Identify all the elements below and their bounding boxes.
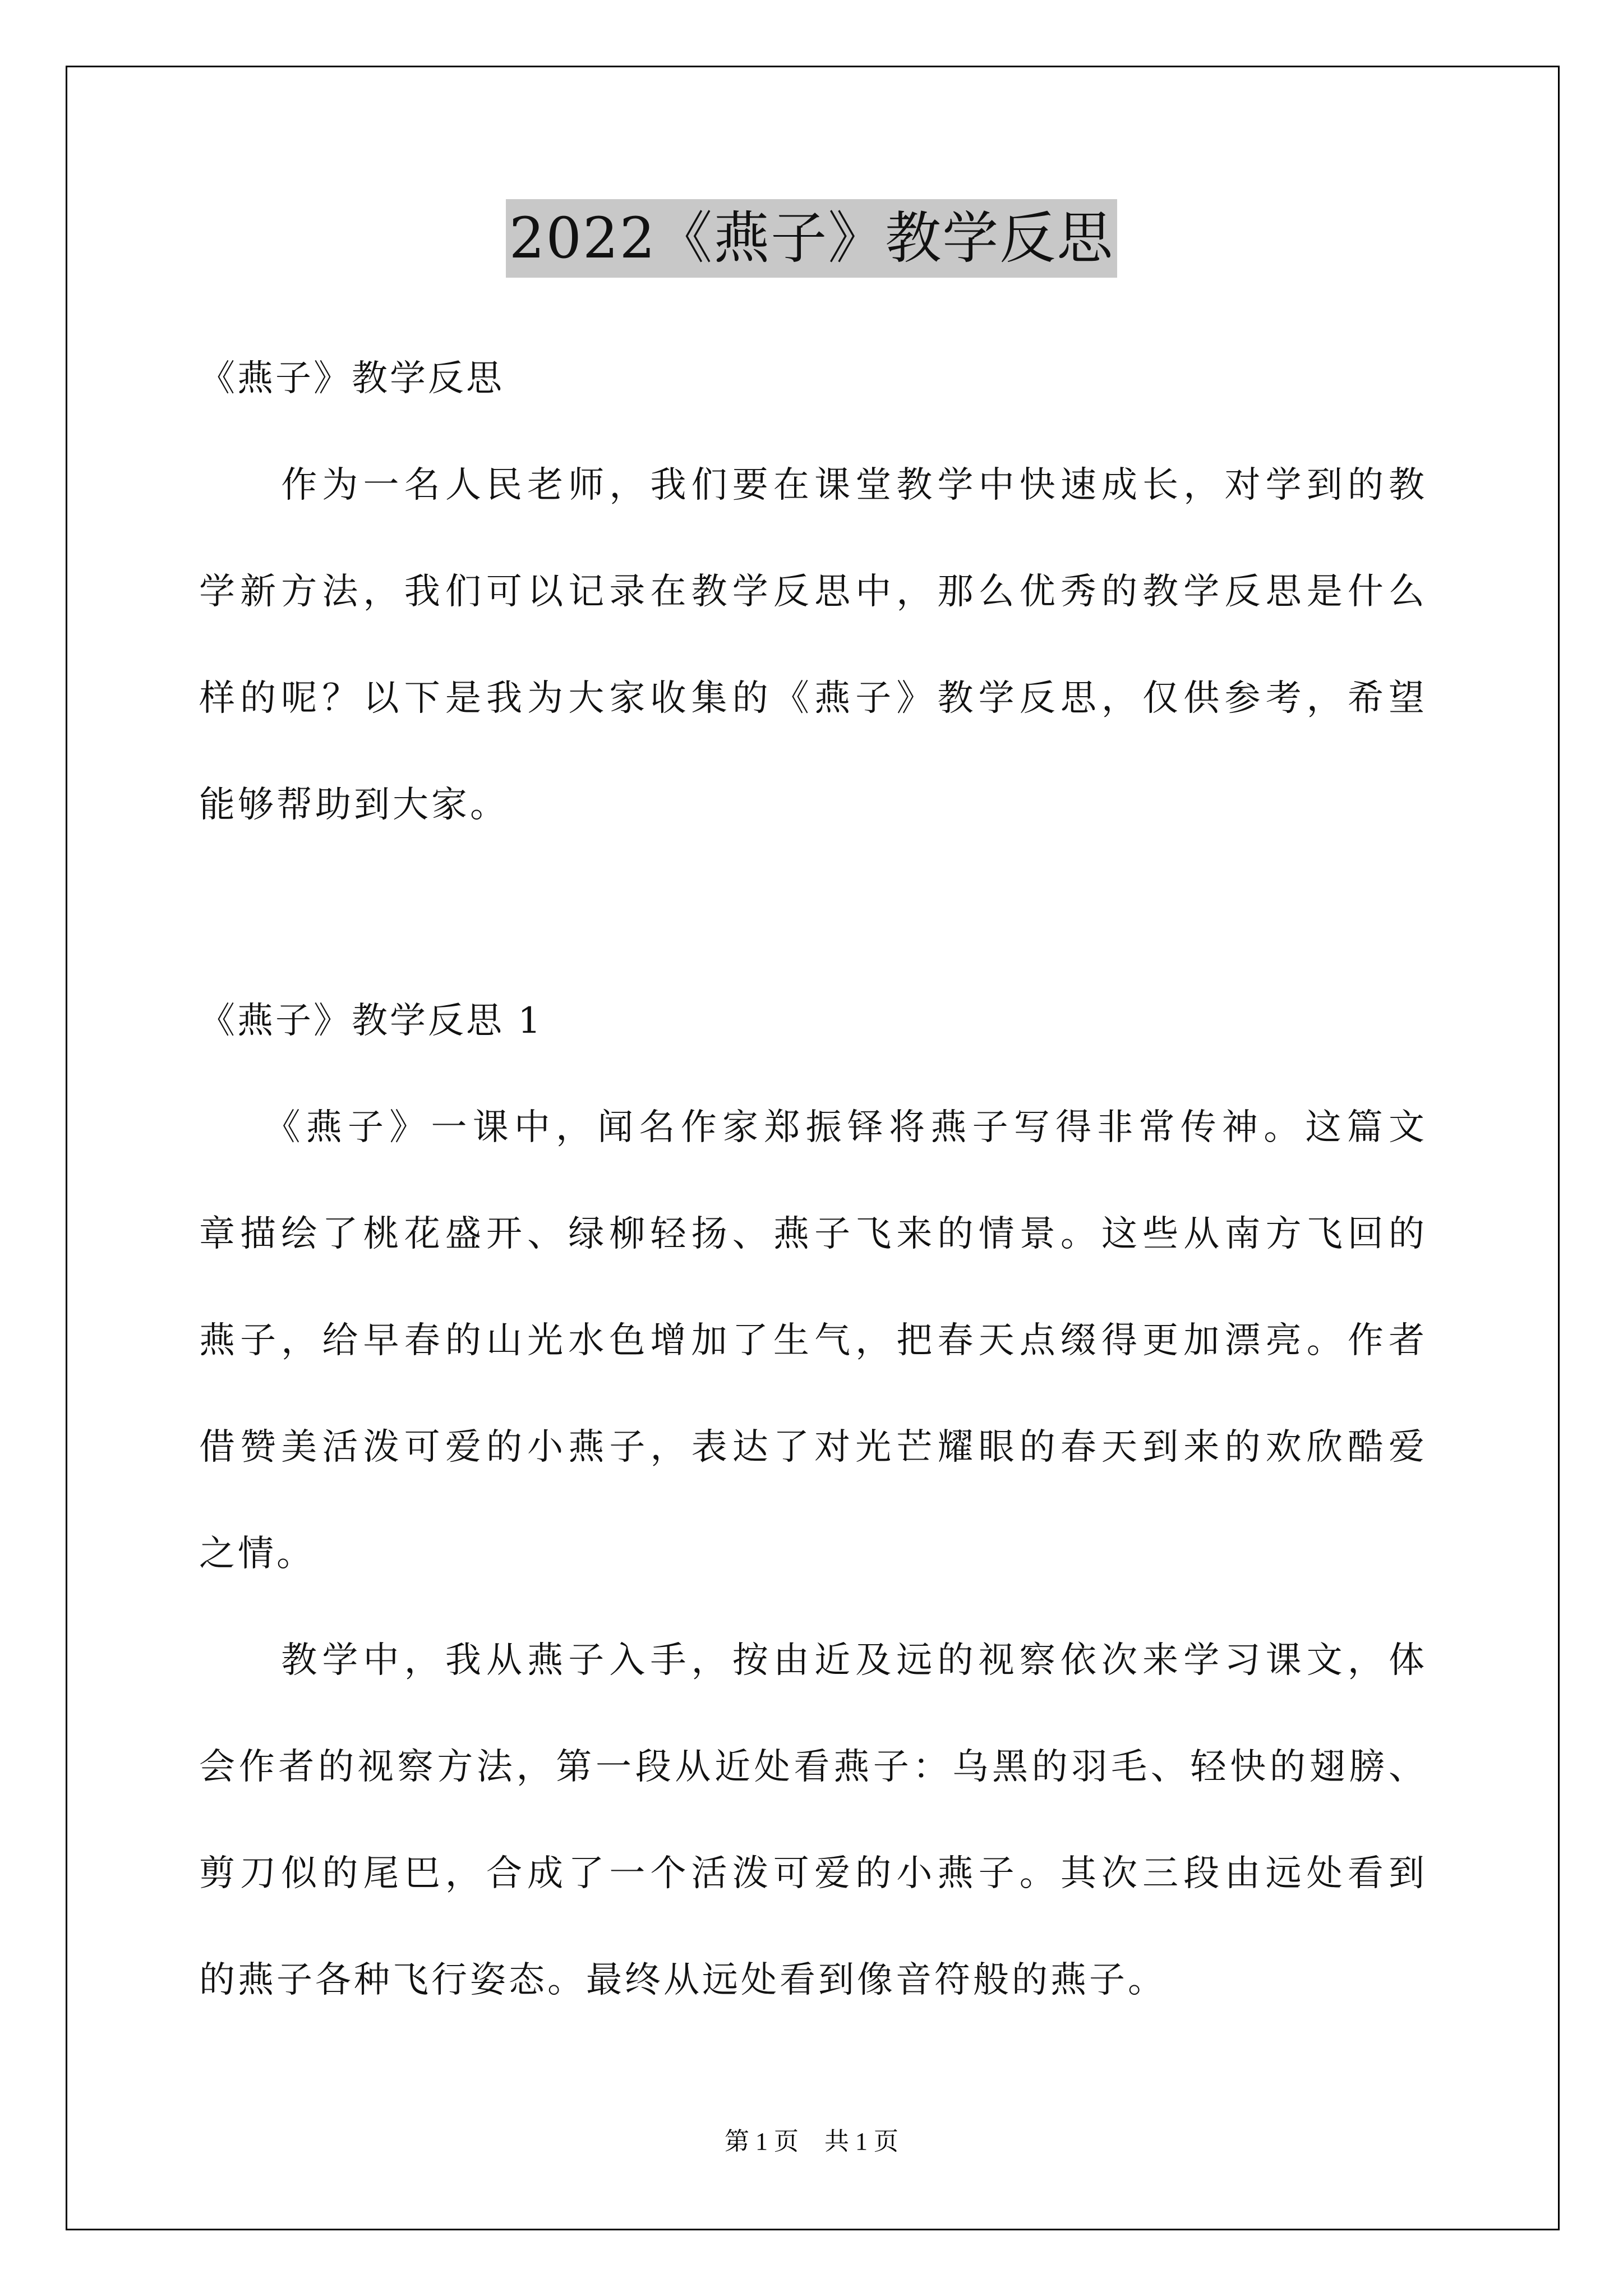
paragraph-line: 剪刀似的尾巴，合成了一个活泼可爱的小燕子。其次三段由远处看到	[199, 1853, 1427, 1894]
paragraph-1	[199, 1102, 1427, 1635]
paragraph-line: 章描绘了桃花盛开、绿柳轻扬、燕子飞来的情景。这些从南方飞回的	[199, 1213, 1427, 1255]
title-wrap	[0, 199, 1623, 278]
paragraph-line: 的燕子各种飞行姿态。最终从远处看到像音符般的燕子。	[199, 1959, 1166, 2001]
intro-paragraph	[199, 460, 1427, 886]
intro-line: 学新方法，我们可以记录在教学反思中，那么优秀的教学反思是什么	[199, 571, 1427, 613]
intro-line: 能够帮助到大家。	[199, 784, 509, 826]
document-title: 2022《燕子》教学反思	[506, 199, 1118, 278]
document-subtitle: 《燕子》教学反思	[199, 358, 504, 399]
page-number-current: 第 1 页	[725, 2128, 799, 2155]
intro-line: 样的呢？以下是我为大家收集的《燕子》教学反思，仅供参考，希望	[199, 678, 1427, 719]
paragraph-line: 燕子，给早春的山光水色增加了生气，把春天点缀得更加漂亮。作者	[199, 1320, 1427, 1361]
intro-line: 作为一名人民老师，我们要在课堂教学中快速成长，对学到的教	[199, 464, 1427, 506]
page-number-total: 共 1 页	[824, 2128, 898, 2155]
paragraph-2	[199, 1635, 1427, 2062]
page-footer	[0, 2125, 1623, 2159]
paragraph-line: 之情。	[199, 1533, 315, 1575]
section-heading: 《燕子》教学反思 1	[199, 1000, 543, 1042]
paragraph-line: 会作者的视察方法，第一段从近处看燕子：乌黑的羽毛、轻快的翅膀、	[199, 1746, 1427, 1788]
paragraph-line: 《燕子》一课中，闻名作家郑振铎将燕子写得非常传神。这篇文	[199, 1107, 1427, 1148]
paragraph-line: 教学中，我从燕子入手，按由近及远的视察依次来学习课文，体	[199, 1640, 1427, 1681]
paragraph-line: 借赞美活泼可爱的小燕子，表达了对光芒耀眼的春天到来的欢欣酷爱	[199, 1427, 1427, 1468]
